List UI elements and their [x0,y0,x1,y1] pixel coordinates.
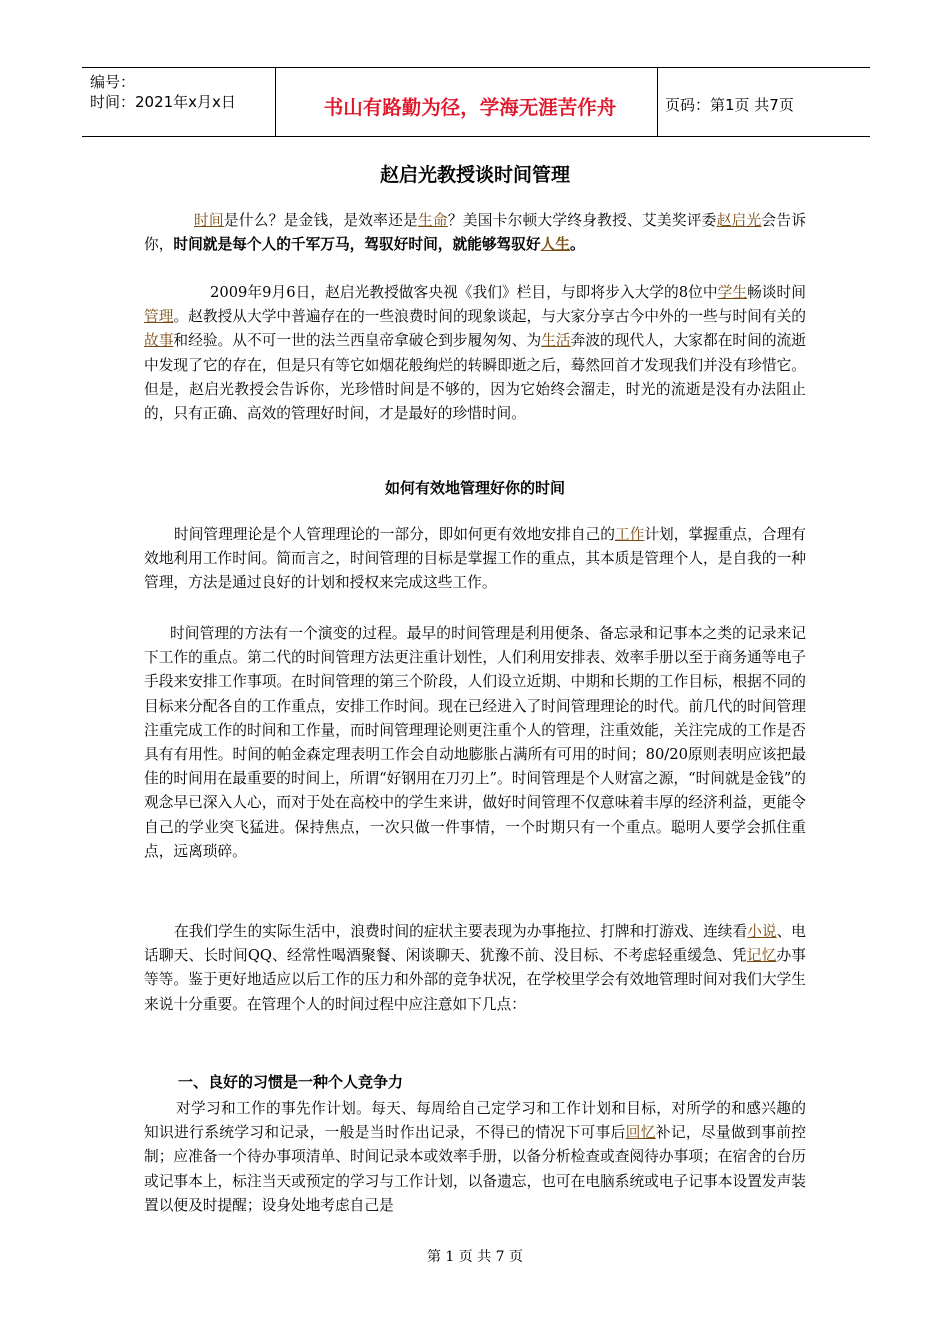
section-subtitle: 如何有效地管理好你的时间 [384,479,565,497]
page-header [82,67,870,137]
paragraph-habits [144,1097,806,1218]
keyword-link[interactable]: 学生 [717,284,748,301]
section-heading-habits: 一、良好的习惯是一种个人竞争力 [178,1073,404,1091]
text-run: 办事等等。鉴于更好地适应以后工作的压力和外部的竞争状况，在学校里学会有效地管理时间对我们大学生来说十分重要。在管理个人的时间过程中应注意如下几点： [144,947,806,1013]
keyword-link[interactable]: 回忆 [625,1124,656,1142]
paragraph-student-life [144,920,806,1017]
keyword-link[interactable]: 赵启光 [716,212,762,229]
text-run: 奔波的现代人，大家都在时间的流逝中发现了它的存在，但是只有等它如烟花般绚烂的转瞬即逝之后，蓦然回首才发现我们并没有珍惜它。但是，赵启光教授会告诉你，光珍惜时间是不够的，因为它始终会溜走，时光的流逝是没有办法阻止的，只有正确、高效的管理好时间，才是最好的珍惜时间。 [144,332,806,423]
text-run: 在我们学生的实际生活中，浪费时间的症状主要表现为办事拖拉、打牌和打游戏、连续看 [174,923,748,940]
keyword-link[interactable]: 时间 [194,212,224,229]
paragraph-theory [144,523,806,596]
text-run: 补记，尽量做到事前控制；应准备一个待办事项清单、时间记录本或效率手册，以备分析检查或查阅待办事项；在宿舍的台历或记事本上，标注当天或预定的学习与工作计划，以备遗忘，也可在电脑系统或电子记事本设置发声装置以便及时提醒；设身处地考虑自己是 [144,1124,806,1214]
paragraph-intro [144,209,806,257]
text-run: 和经验。从不可一世的法兰西皇帝拿破仑到步履匆匆、为 [173,332,542,350]
keyword-link[interactable]: 生命 [417,212,448,229]
text-run: 畅谈时间 [747,284,806,301]
header-page-info: 页码：第1页 共7页 [665,96,794,114]
keyword-link[interactable]: 生活 [541,332,571,350]
header-motto: 书山有路勤为径，学海无涯苦作舟 [323,96,617,119]
bold-text-run: 时间就是每个人的千军万马，驾驭好时间，就能够驾驭好 [173,236,541,254]
text-run: 对学习和工作的事先作计划。每天、每周给自己定学习和工作计划和目标，对所学的和感兴趣的知识进行系统学习和记录，一般是当时作出记录，不得已的情况下可事后 [144,1100,806,1142]
keyword-link[interactable]: 人生 [540,236,570,254]
page-footer: 第 1 页 共 7 页 [426,1249,524,1265]
text-run: 。赵教授从大学中普遍存在的一些浪费时间的现象谈起，与大家分享古今中外的一些与时间有关的 [173,308,806,326]
paragraph-methods: 时间管理的方法有一个演变的过程。最早的时间管理是利用便条、备忘录和记事本之类的记录来记下工作的重点。第二代的时间管理方法更注重计划性，人们利用安排表、效率手册以至于商务通等电子手段来安排工作事项。在时间管理的第三个阶段，人们设立近期、中期和长期的工作目标，根据不同的目标来分配各自的工作重点，安排工作时间。现在已经进入了时间管理理论的时代。前几代的时间管理注重完成工作的时间和工作量，而时间管理理论则更注重个人的管理，注重效能，关注完成的工作是否具有有用性。时间的帕金森定理表明工作会自动地膨胀占满所有可用的时间；80/20原则表明应该把最佳的时间用在最重要的时间上，所谓“好钢用在刀刃上”。时间管理是个人财富之源，“时间就是金钱”的观念早已深入人心，而对于处在高校中的学生来讲，做好时间管理不仅意味着丰厚的经济利益，更能令自己的学业突飞猛进。保持焦点，一次只做一件事情，一个时期只有一个重点。聪明人要学会抓住重点，远离琐碎。 [144,625,806,860]
header-divider [275,68,276,136]
bold-text-run: 。 [569,236,585,254]
document-title: 赵启光教授谈时间管理 [379,164,570,186]
keyword-link[interactable]: 管理 [144,308,174,326]
keyword-link[interactable]: 记忆 [746,947,777,965]
text-run: 时间管理理论是个人管理理论的一部分，即如何更有效地安排自己的 [174,526,615,543]
document-time-label: 时间：2021年x月x日 [90,93,236,111]
text-run: 是什么？是金钱，是效率还是 [223,212,418,229]
text-run: 会告诉你， [144,212,806,254]
header-info [90,72,236,112]
paragraph-program [144,281,806,426]
keyword-link[interactable]: 工作 [614,526,645,543]
header-divider [657,68,658,136]
text-run: 、电话聊天、长时间QQ、经常性喝酒聚餐、闲谈聊天、犹豫不前、没目标、不考虑轻重缓急、凭 [144,923,806,965]
text-run: ？美国卡尔顿大学终身教授、艾美奖评委 [447,212,717,229]
keyword-link[interactable]: 小说 [747,923,777,940]
text-run: 2009年9月6日，赵启光教授做客央视《我们》栏目，与即将步入大学的8位中 [210,284,718,301]
keyword-link[interactable]: 故事 [144,332,174,350]
document-number-label: 编号： [90,73,136,91]
text-run: 计划，掌握重点，合理有效地利用工作时间。简而言之，时间管理的目标是掌握工作的重点，其本质是管理个人，是自我的一种管理，方法是通过良好的计划和授权来完成这些工作。 [144,526,806,592]
